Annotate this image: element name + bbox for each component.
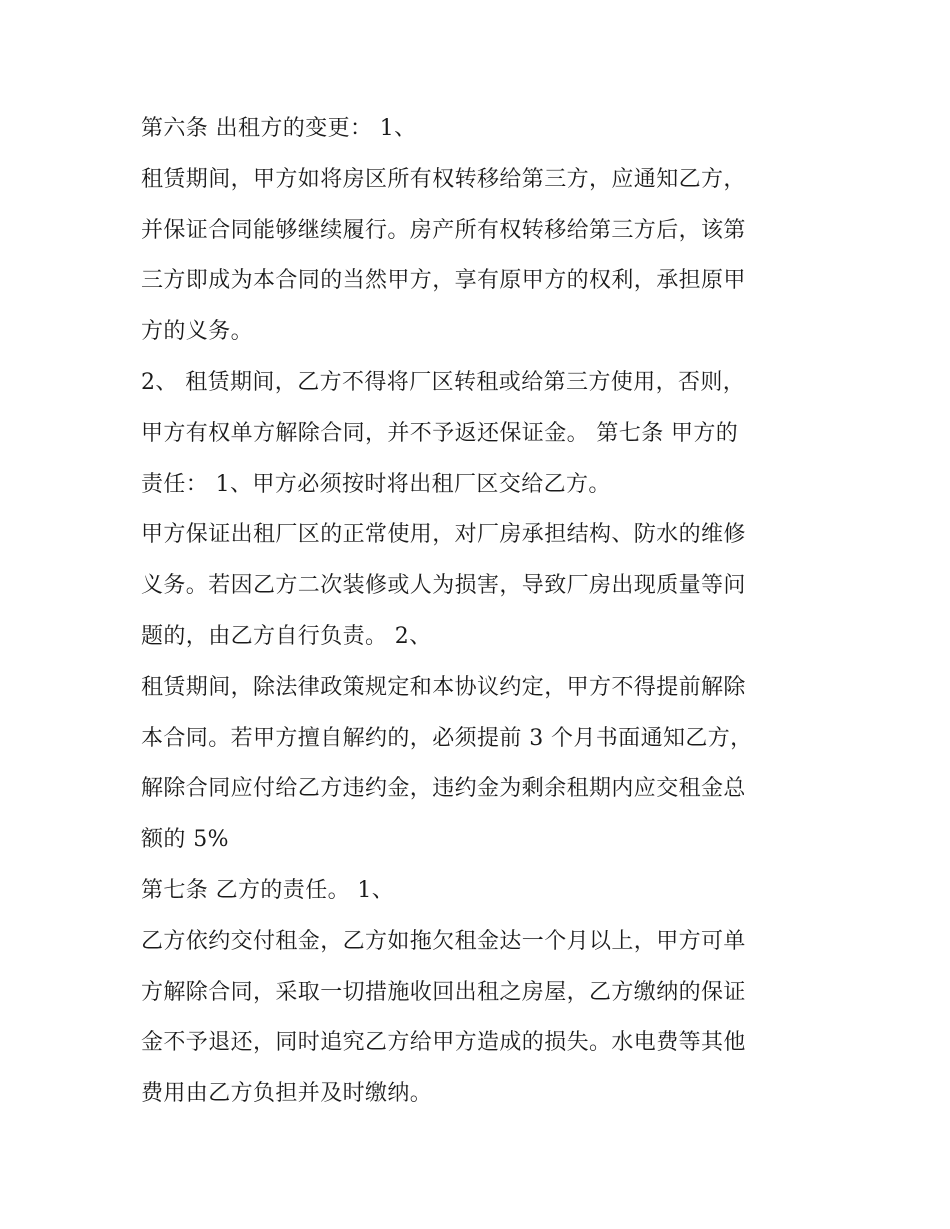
text-line: 题的，由乙方自行负责。 2、 [141, 623, 432, 649]
document-body [141, 104, 821, 1120]
text-line: 解除合同应付给乙方违约金，违约金为剩余租期内应交租金总 [141, 776, 746, 802]
text-line: 甲方保证出租厂区的正常使用，对厂房承担结构、防水的维修 [141, 522, 746, 548]
text-line: 租赁期间，甲方如将房区所有权转移给第三方，应通知乙方， [141, 166, 746, 192]
text-line: 租赁期间，除法律政策规定和本协议约定，甲方不得提前解除 [141, 674, 746, 700]
text-line: 费用由乙方负担并及时缴纳。 [141, 1081, 433, 1107]
text-line: 额的 5% [141, 827, 229, 853]
text-line: 甲方有权单方解除合同，并不予返还保证金。 第七条 甲方的 [141, 420, 739, 446]
text-line: 第七条 乙方的责任。 1、 [141, 877, 395, 903]
text-line: 三方即成为本合同的当然甲方，享有原甲方的权利，承担原甲 [141, 268, 746, 294]
text-line: 金不予退还，同时追究乙方给甲方造成的损失。水电费等其他 [141, 1030, 746, 1056]
text-line: 并保证合同能够继续履行。房产所有权转移给第三方后，该第 [141, 217, 746, 243]
text-line: 义务。若因乙方二次装修或人为损害，导致厂房出现质量等问 [141, 573, 746, 599]
text-line: 方的义务。 [141, 319, 254, 345]
text-line: 2、 租赁期间，乙方不得将厂区转租或给第三方使用，否则， [141, 369, 746, 395]
text-line: 乙方依约交付租金，乙方如拖欠租金达一个月以上，甲方可单 [141, 928, 746, 954]
text-line: 方解除合同，采取一切措施收回出租之房屋，乙方缴纳的保证 [141, 979, 746, 1005]
text-line: 责任： 1、甲方必须按时将出租厂区交给乙方。 [141, 471, 611, 497]
text-line: 第六条 出租方的变更： 1、 [141, 116, 417, 141]
text-line: 本合同。若甲方擅自解约的，必须提前 3 个月书面通知乙方， [141, 725, 753, 751]
